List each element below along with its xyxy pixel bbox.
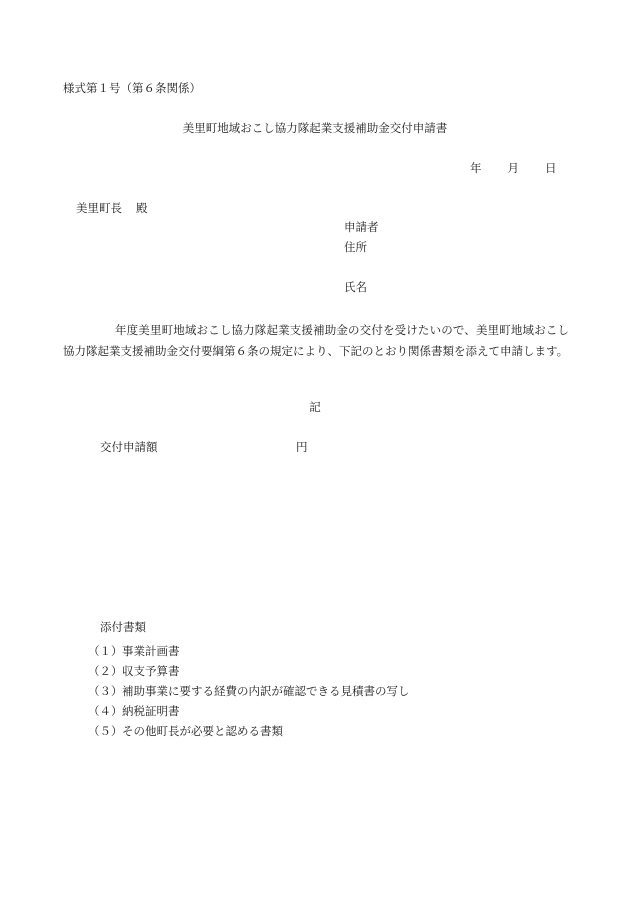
date-year-label: 年 <box>470 161 482 175</box>
applicant-label: 申請者 <box>344 220 379 234</box>
date-month-label: 月 <box>507 161 519 175</box>
addressee-honorific: 殿 <box>136 201 148 215</box>
attachments-heading: 添付書類 <box>100 620 146 634</box>
attachment-item <box>88 721 410 741</box>
addressee-name: 美里町長 <box>76 201 122 215</box>
amount-label: 交付申請額 <box>100 440 158 454</box>
ki-heading: 記 <box>309 400 321 414</box>
attachment-number: （３） <box>88 684 123 698</box>
form-number: 様式第１号（第６条関係） <box>63 81 201 95</box>
attachment-item <box>88 681 410 701</box>
attachment-item <box>88 701 410 721</box>
attachment-text: 収支予算書 <box>122 664 180 678</box>
document-title: 美里町地域おこし協力隊起業支援補助金交付申請書 <box>182 121 448 135</box>
attachment-text: 補助事業に要する経費の内訳が確認できる見積書の写し <box>122 684 410 698</box>
addressee <box>76 203 148 215</box>
attachment-number: （５） <box>88 724 123 738</box>
attachment-text: その他町長が必要と認める書類 <box>122 724 283 738</box>
attachment-text: 納税証明書 <box>122 704 180 718</box>
attachments-list <box>88 641 410 741</box>
attachment-number: （２） <box>88 664 123 678</box>
attachment-item <box>88 661 410 681</box>
amount-unit: 円 <box>296 440 308 454</box>
attachment-number: （４） <box>88 704 123 718</box>
attachment-text: 事業計画書 <box>122 644 180 658</box>
date-line <box>470 163 557 175</box>
attachment-item <box>88 641 410 661</box>
address-label: 住所 <box>344 240 367 254</box>
attachment-number: （１） <box>88 644 123 658</box>
name-label: 氏名 <box>344 280 367 294</box>
date-day-label: 日 <box>545 161 557 175</box>
body-paragraph: 年度美里町地域おこし協力隊起業支援補助金の交付を受けたいので、美里町地域おこし協力隊起業支援補助金交付要綱第６条の規定により、下記のとおり関係書類を添えて申請します。 <box>63 323 569 358</box>
